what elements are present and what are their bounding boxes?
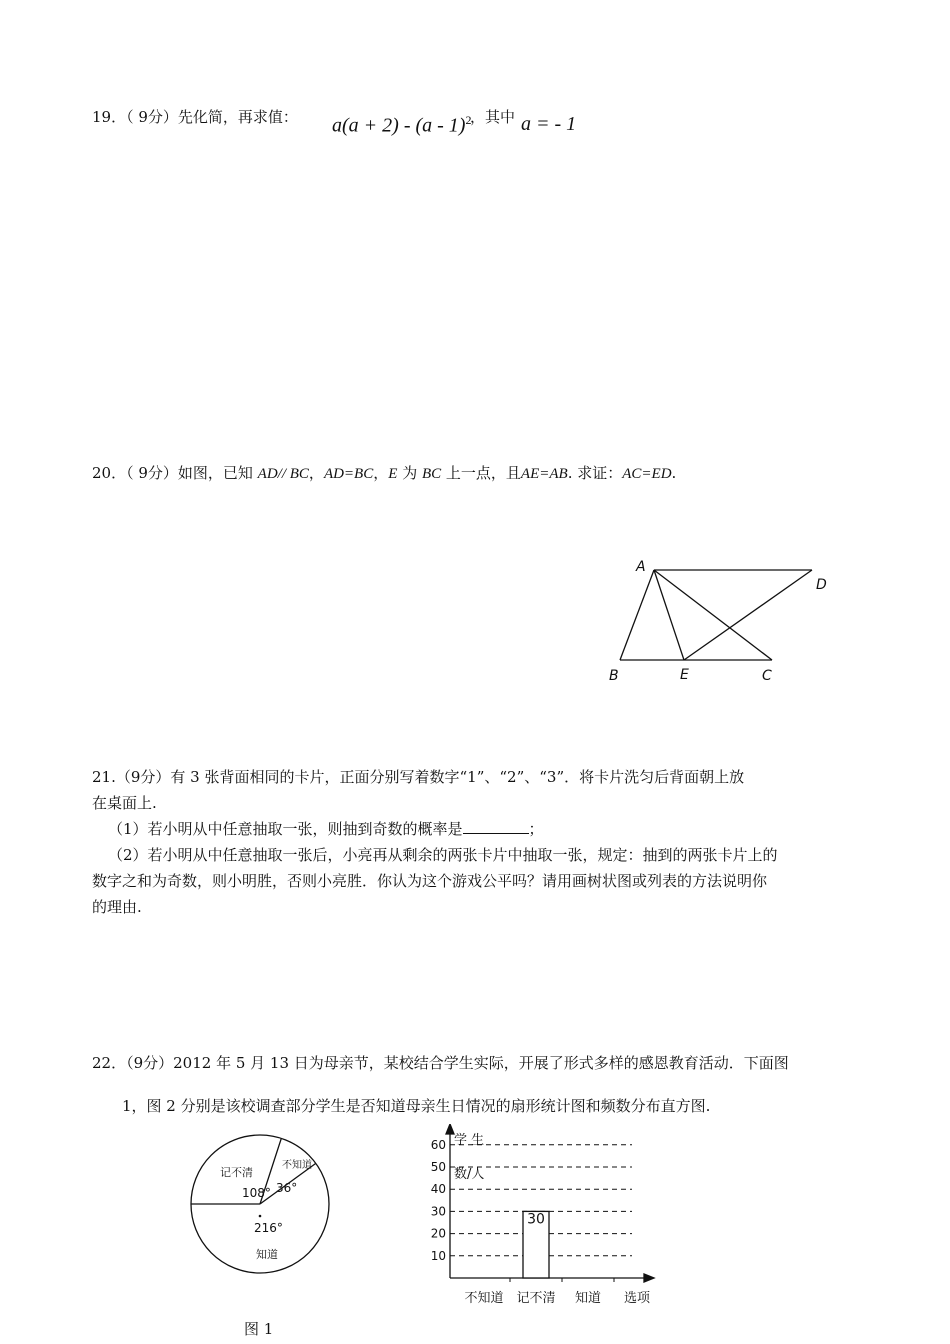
y-tick-label: 20: [430, 1226, 446, 1241]
pie-angle-unknown: 36°: [276, 1181, 298, 1195]
pie-angle-known: 216°: [254, 1221, 283, 1235]
y-tick-label: 30: [430, 1204, 446, 1219]
q20-text: 为: [397, 464, 422, 482]
figure1-caption: 图 1: [244, 1320, 274, 1338]
q20-sep: ，: [308, 464, 324, 482]
q20-point-e: E: [388, 466, 398, 482]
pie-chart: [184, 1130, 344, 1300]
y-axis-arrow: [446, 1124, 454, 1134]
q20-cond-ae-ab: AE=AB: [520, 466, 568, 482]
label-b: B: [609, 668, 619, 684]
q19-where: ，其中: [470, 108, 516, 126]
y-axis-label-line1: 学 生: [454, 1133, 485, 1148]
q20-cond-equal: AD=BC: [323, 466, 374, 482]
q19-expression: [332, 113, 471, 138]
q19-expr-text: a(a + 2) - (a - 1): [332, 114, 466, 137]
pie-label-known: 知道: [256, 1248, 278, 1261]
bar-chart: [426, 1124, 676, 1314]
q21-part1-text: （1）若小明从中任意抽取一张，则抽到奇数的概率是: [108, 820, 463, 838]
segment-ae: [654, 570, 684, 660]
q21-part1-end: ；: [528, 820, 544, 838]
y-tick-label: 50: [430, 1160, 446, 1174]
x-category-label: 不知道: [464, 1291, 504, 1306]
q21-part2-line2: 数字之和为奇数，则小明胜，否则小亮胜．你认为这个游戏公平吗？请用画树状图或列表的方法说明你: [92, 872, 768, 890]
q21-part1: [92, 816, 872, 842]
q20-geometry-figure: [596, 552, 846, 692]
q21-intro-line2: 在桌面上.: [92, 794, 157, 812]
q19-exponent: 2: [465, 113, 472, 127]
pie-angle-unclear: 108°: [242, 1186, 271, 1200]
label-e: E: [680, 667, 689, 683]
segment-ac: [654, 570, 772, 660]
pie-label-unclear: 记不清: [220, 1166, 253, 1179]
x-axis-label: 选项: [624, 1291, 651, 1306]
q21-part2-line3: 的理由.: [92, 898, 142, 916]
x-axis-arrow: [644, 1274, 654, 1282]
x-category-label: 知道: [574, 1291, 602, 1306]
q20-number: 20．（ 9分）如图，已知: [92, 464, 258, 482]
label-a: A: [636, 559, 646, 575]
q20-text: 上一点，且: [441, 464, 521, 482]
bar-value-label: 30: [527, 1211, 545, 1228]
q20-goal: AC=ED: [622, 466, 672, 482]
q21-part2-line1: （2）若小明从中任意抽取一张后，小亮再从剩余的两张卡片中抽取一张，规定：抽到的两张卡片上的: [108, 846, 778, 864]
q20-text: . 求证：: [567, 464, 623, 482]
pie-dot: [259, 1215, 262, 1218]
pie-label-unknown: 不知道: [282, 1160, 312, 1171]
x-category-label: 记不清: [516, 1291, 556, 1306]
q22-line2: 1，图 2 分别是该校调查部分学生是否知道母亲生日情况的扇形统计图和频数分布直方图.: [122, 1097, 711, 1115]
y-tick-label: 60: [430, 1137, 446, 1152]
segment-ab: [620, 570, 654, 660]
q20-segment-bc: BC: [421, 466, 442, 482]
q21-block: [92, 764, 872, 920]
q21-answer-blank[interactable]: [463, 819, 529, 834]
y-axis-label-line2: 数/人: [454, 1167, 485, 1182]
y-tick-label: 40: [430, 1182, 446, 1197]
q19-condition: a = - 1: [521, 113, 577, 135]
q20-prompt: [92, 466, 676, 482]
label-c: C: [762, 668, 772, 684]
label-d: D: [816, 577, 827, 593]
segment-ed: [684, 570, 812, 660]
q19-prompt: 19．（ 9分）先化简，再求值：: [92, 108, 298, 126]
q21-intro-line1: 21.（9分）有 3 张背面相同的卡片，正面分别写着数字“1”、“2”、“3”．将卡片洗匀后背面朝上放: [92, 768, 745, 786]
y-tick-label: 10: [430, 1248, 446, 1263]
q22-line1: 22．（9分）2012 年 5 月 13 日为母亲节，某校结合学生实际，开展了形式多样的感恩教育活动．下面图: [92, 1054, 789, 1072]
q20-cond-parallel: AD// BC: [257, 466, 309, 482]
q20-end: .: [671, 464, 677, 482]
q20-sep: ，: [373, 464, 389, 482]
